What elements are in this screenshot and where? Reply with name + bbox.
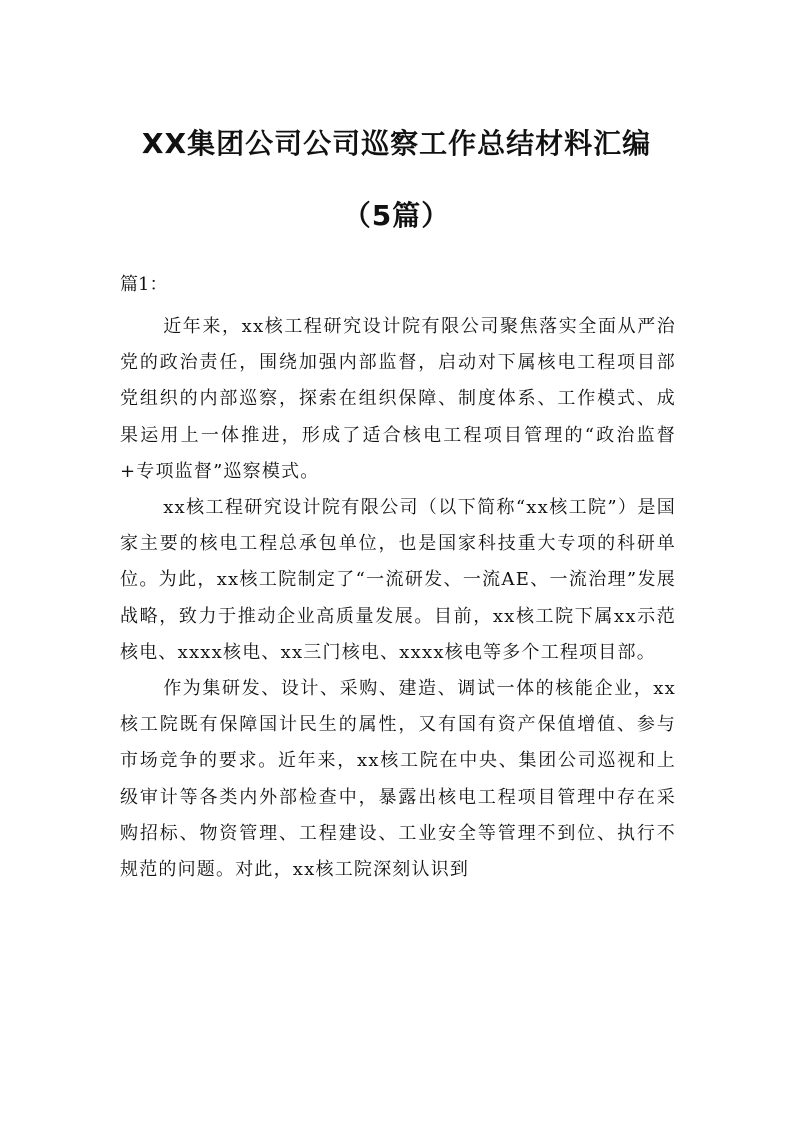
paragraph-1: 近年来，xx核工程研究设计院有限公司聚焦落实全面从严治党的政治责任，围绕加强内部监督，启动对下属核电工程项目部党组织的内部巡察，探索在组织保障、制度体系、工作模式、成果运用上一体推进，形成了适合核电工程项目管理的“政治监督+专项监督”巡察模式。 [120,316,676,482]
section-label: 篇1： [120,274,168,295]
document-subtitle: （5篇） [342,199,451,232]
paragraph-2: xx核工程研究设计院有限公司（以下简称“xx核工院”）是国家主要的核电工程总承包单位，也是国家科技重大专项的科研单位。为此，xx核工院制定了“一流研发、一流AE、一流治理”发展战略，致力于推动企业高质量发展。目前，xx核工院下属xx示范核电、xxxx核电、xx三门核电、xxxx核电等多个工程项目部。 [120,497,676,663]
paragraph-3: 作为集研发、设计、采购、建造、调试一体的核能企业，xx核工院既有保障国计民生的属性，又有国有资产保值增值、参与市场竞争的要求。近年来，xx核工院在中央、集团公司巡视和上级审计等各类内外部检查中，暴露出核电工程项目管理中存在采购招标、物资管理、工程建设、工业安全等管理不到位、执行不规范的问题。对此，xx核工院深刻认识到 [120,678,676,881]
document-title: XX集团公司公司巡察工作总结材料汇编 [141,127,652,160]
body-text [120,309,676,888]
